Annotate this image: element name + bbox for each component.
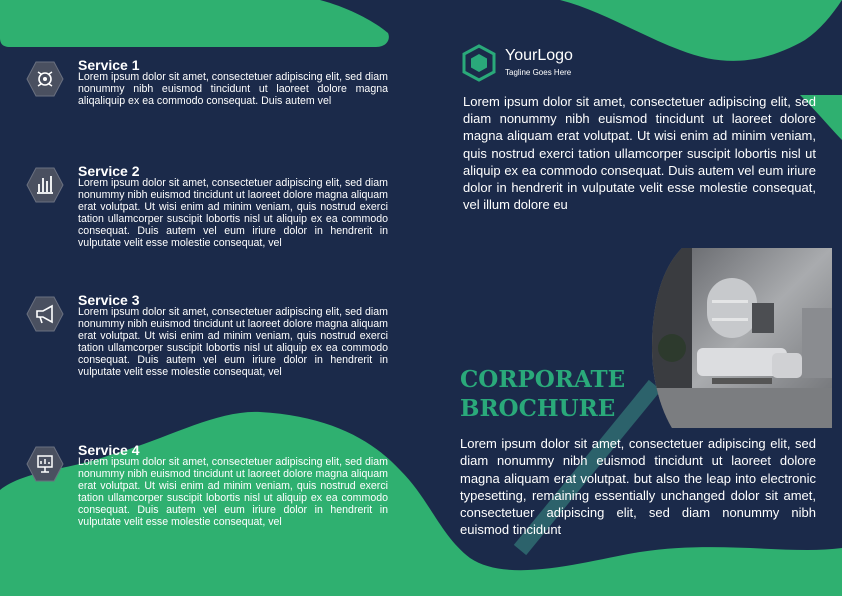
living-room-photo xyxy=(652,248,832,428)
service-3-text: Lorem ipsum dolor sit amet, consectetuer adipiscing elit, sed diam nonummy nibh euismod tincidunt ut laoreet dolore magna aliquam erat volutpat. Ut wisi enim ad minim veniam, quis nostrud exerci tation ullamcorper suscipit lobortis nisl ut aliquip ex ea commodo consequat. Duis autem vel eum iriure dolor in hendrerit in vulputate velit esse molestie consequat, vel xyxy=(78,306,388,378)
service-3-title: Service 3 xyxy=(78,292,140,308)
logo-name: YourLogo xyxy=(505,47,573,64)
top-right-green-wave xyxy=(560,0,842,61)
heading-line-1: CORPORATE xyxy=(460,366,626,393)
megaphone-icon xyxy=(26,295,64,333)
intro-paragraph: Lorem ipsum dolor sit amet, consectetuer adipiscing elit, sed diam nonummy nibh euismod tincidunt ut laoreet dolore magna aliquam erat volutpat. Ut wisi enim ad minim veniam, quis nostrud exerci tation ullamcorper suscipit lobortis nisl ut aliquip ex ea commodo consequat. Duis autem vel eum iriure dolor in hendrerit in vulputate velit esse molestie consequat, vel illum dolore eu xyxy=(463,94,816,213)
hexagon-logo-icon xyxy=(462,44,496,82)
gear-head-icon xyxy=(26,60,64,98)
service-2-text: Lorem ipsum dolor sit amet, consectetuer adipiscing elit, sed diam nonummy nibh euismod tincidunt ut laoreet dolore magna aliquam erat volutpat. Ut wisi enim ad minim veniam, quis nostrud exerci tation ullamcorper suscipit lobortis nisl ut aliquip ex ea commodo consequat. Duis autem vel eum iriure dolor in hendrerit in vulputate velit esse molestie consequat, vel xyxy=(78,177,388,249)
chart-icon xyxy=(26,166,64,204)
service-4-text: Lorem ipsum dolor sit amet, consectetuer adipiscing elit, sed diam nonummy nibh euismod tincidunt ut laoreet dolore magna aliquam erat volutpat. Ut wisi enim ad minim veniam, quis nostrud exerci tation ullamcorper suscipit lobortis nisl ut aliquip ex ea commodo consequat. Duis autem vel eum iriure dolor in hendrerit in vulputate velit esse molestie consequat, vel xyxy=(78,456,388,528)
top-left-green-bar xyxy=(0,0,389,47)
heading-line-2: BROCHURE xyxy=(460,395,616,422)
service-1-title: Service 1 xyxy=(78,57,140,73)
logo-tagline: Tagline Goes Here xyxy=(505,68,572,77)
body-paragraph: Lorem ipsum dolor sit amet, consectetuer adipiscing elit, sed diam nonummy nibh euismod tincidunt ut laoreet dolore magna aliquam erat volutpat. but also the leap into electronic typesetting, remaining essentially unchanged dolor sit amet, consectetuer adipiscing elit, sed diam nonummy nibh euismod tincidunt xyxy=(460,436,816,538)
brochure-heading xyxy=(460,365,625,423)
service-1-text: Lorem ipsum dolor sit amet, consectetuer adipiscing elit, sed diam nonummy nibh euismod tincidunt ut laoreet dolore magna aliqaliquip ex ea commodo consequat. Duis autem vel xyxy=(78,71,388,107)
service-2-title: Service 2 xyxy=(78,163,140,179)
service-4-title: Service 4 xyxy=(78,442,140,458)
presentation-icon xyxy=(26,445,64,483)
